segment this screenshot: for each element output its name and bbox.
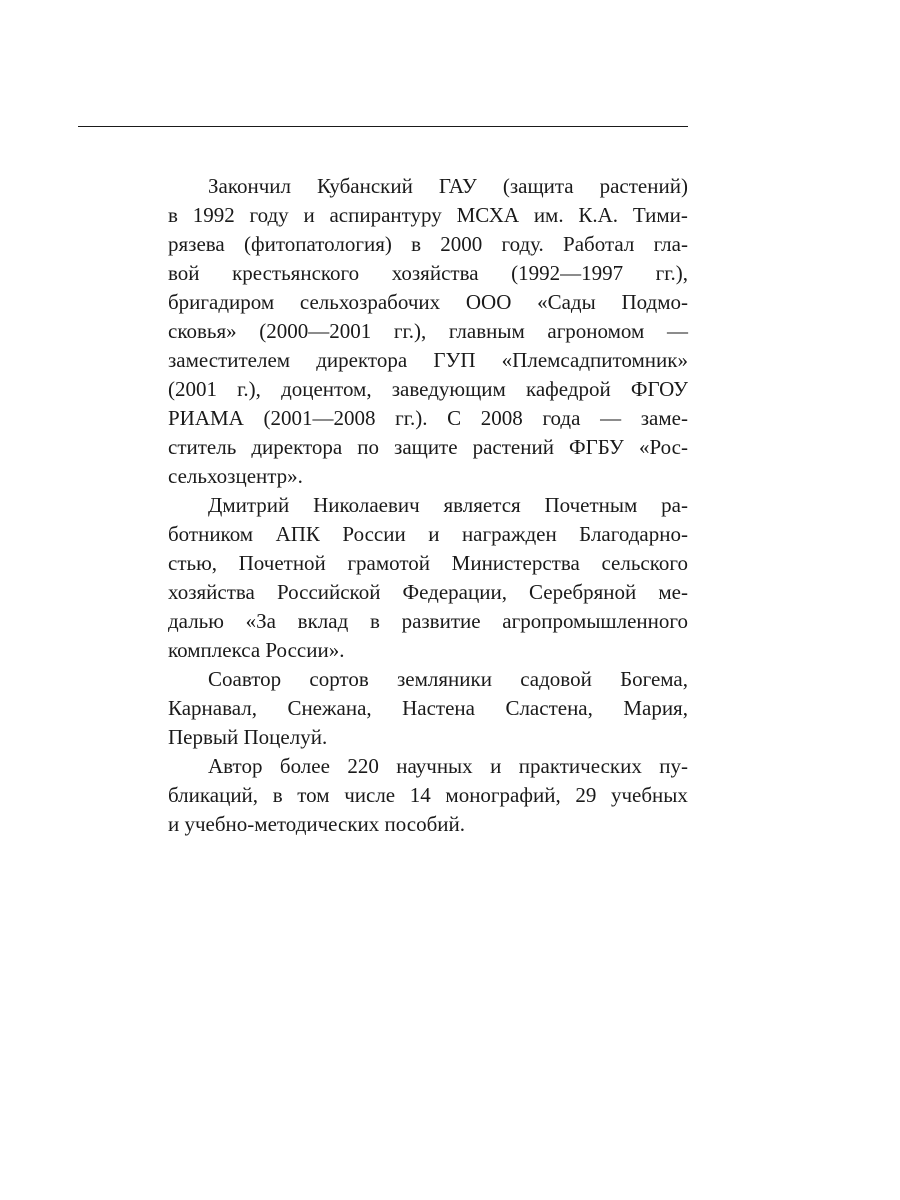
text-line: ботником АПК России и награжден Благодарно- <box>168 522 688 546</box>
text-line: рязева (фитопатология) в 2000 году. Работал гла- <box>168 232 688 256</box>
top-rule <box>78 126 688 127</box>
paragraph-varieties <box>168 665 688 752</box>
text-line: Первый Поцелуй. <box>168 725 328 749</box>
text-line: бликаций, в том числе 14 монографий, 29 учебных <box>168 783 688 807</box>
biography-text <box>168 172 688 839</box>
text-line: стью, Почетной грамотой Министерства сельского <box>168 551 688 575</box>
text-line: Соавтор сортов земляники садовой Богема, <box>208 667 688 691</box>
text-line: сельхозцентр». <box>168 464 303 488</box>
text-line: заместителем директора ГУП «Племсадпитомник» <box>168 348 688 372</box>
text-line: Дмитрий Николаевич является Почетным ра- <box>208 493 688 517</box>
text-line: ститель директора по защите растений ФГБУ «Рос- <box>168 435 688 459</box>
text-line: Карнавал, Снежана, Настена Сластена, Мария, <box>168 696 688 720</box>
text-line: бригадиром сельхозрабочих ООО «Сады Подмо- <box>168 290 688 314</box>
text-line: комплекса России». <box>168 638 345 662</box>
text-line: (2001 г.), доцентом, заведующим кафедрой ФГОУ <box>168 377 688 401</box>
text-line: вой крестьянского хозяйства (1992—1997 гг.), <box>168 261 688 285</box>
text-line: далью «За вклад в развитие агропромышленного <box>168 609 688 633</box>
text-line: Автор более 220 научных и практических пу- <box>208 754 688 778</box>
text-line: сковья» (2000—2001 гг.), главным агрономом — <box>168 319 688 343</box>
paragraph-education-career <box>168 172 688 491</box>
text-line: Закончил Кубанский ГАУ (защита растений) <box>208 174 688 198</box>
text-line: хозяйства Российской Федерации, Серебряной ме- <box>168 580 688 604</box>
text-line: в 1992 году и аспирантуру МСХА им. К.А. Тими- <box>168 203 688 227</box>
text-line: и учебно-методических пособий. <box>168 812 466 836</box>
paragraph-publications <box>168 752 688 839</box>
text-line: РИАМА (2001—2008 гг.). С 2008 года — заме- <box>168 406 688 430</box>
paragraph-awards <box>168 491 688 665</box>
